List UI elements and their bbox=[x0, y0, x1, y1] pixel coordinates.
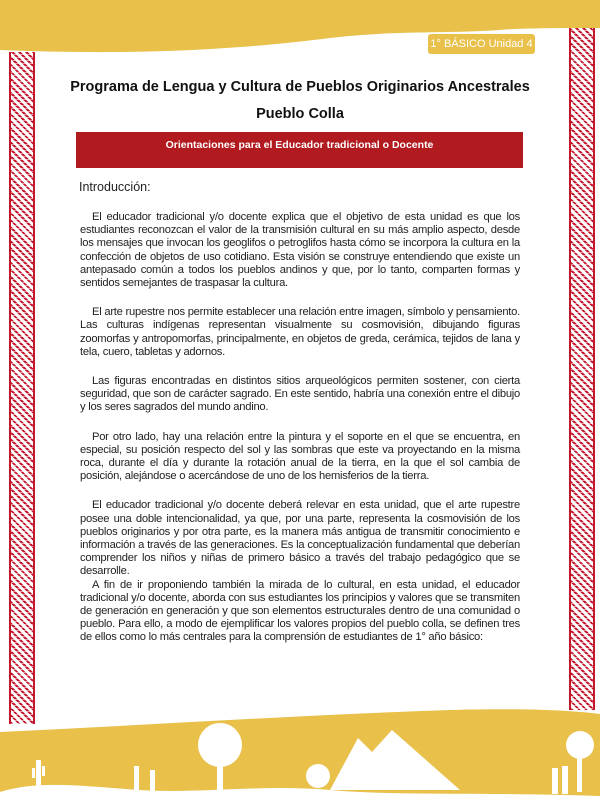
paragraph: El educador tradicional y/o docente explica que el objetivo de esta unidad es que los estudiantes reconozcan el valor de la transmisión cultural en su más amplio aspecto, desde los mensajes que invocan los geoglifos o petroglifos hasta cómo se incorpora la cultura en la confección de objetos de uso cotidiano. Esta visión se construye entendiendo que existe un antepasado común a todos los pueblos andinos y que, por lo tanto, comparten formas y sentidos semejantes de traspasar la cultura. bbox=[80, 211, 520, 290]
people-title: Pueblo Colla bbox=[256, 106, 344, 122]
paragraph: El educador tradicional y/o docente deberá relevar en esta unidad, que el arte rupestre posee una doble intencionalidad, ya que, por una parte, representa la cosmovisión de los pueblos originarios y por otra parte, es la manera más antigua de transmitir conocimiento e información a través de las generaciones. Es la conceptualización fundamental que deberían comprender los niños y niñas de primero básico a través del trabajo pedagógico que se desarrolle. bbox=[80, 499, 520, 578]
right-woven-border bbox=[569, 28, 595, 710]
paragraph: Las figuras encontradas en distintos sitios arqueológicos permiten sostener, con cierta seguridad, que son de carácter sagrado. En este sentido, habría una conexión entre el dibujo y los seres sagrados del mundo andino. bbox=[80, 375, 520, 414]
paragraph: El arte rupestre nos permite establecer una relación entre imagen, símbolo y pensamiento. Las culturas indígenas representan visualmente su cosmovisión, dibujando figuras zoomorfas y antropomorfas, principalmente, en objetos de greda, cerámica, tejidos de lana y tela, cuero, tabletas y adornos. bbox=[80, 306, 520, 358]
section-banner: Orientaciones para el Educador tradicional o Docente bbox=[76, 132, 523, 168]
bottom-landscape-decoration bbox=[0, 700, 600, 800]
program-title: Programa de Lengua y Cultura de Pueblos Originarios Ancestrales bbox=[70, 79, 530, 95]
paragraph: A fin de ir proponiendo también la mirada de lo cultural, en esta unidad, el educador tradicional y/o docente, aborda con sus estudiantes los principios y valores que se transmiten de generación en generación y que son elementos estructurales dentro de una comunidad o pueblo. Para ello, a modo de ejemplificar los valores propios del pueblo colla, se definen tres de ellos como lo más centrales para la comprensión de estudiantes de 1° año básico: bbox=[80, 578, 520, 644]
introduction-body bbox=[80, 211, 520, 645]
paragraph: Por otro lado, hay una relación entre la pintura y el soporte en el que se encuentra, en especial, su posición respecto del sol y las sombras que este va proyectando en la misma roca, durante el día y durante la rotación anual de la tierra, en la que el sol cambia de posición, alejándose o acercándose de uno de los hemisferios de la tierra. bbox=[80, 430, 520, 483]
section-title: Introducción: bbox=[79, 180, 151, 194]
grade-unit-badge: 1° BÁSICO Unidad 4 bbox=[428, 34, 535, 54]
left-woven-border bbox=[9, 52, 35, 724]
